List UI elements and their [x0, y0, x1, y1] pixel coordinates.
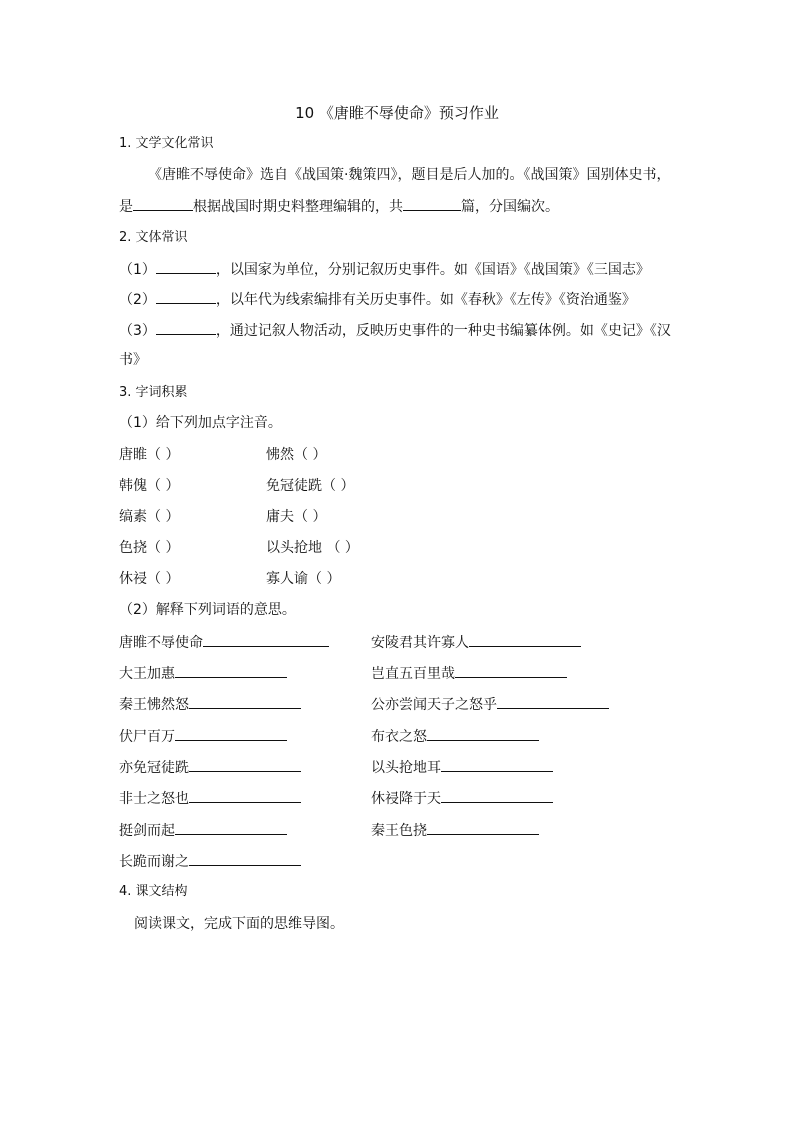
fill-blank[interactable] [175, 663, 287, 678]
definition-item [119, 694, 301, 715]
pinyin-item[interactable]: 以头抢地 （ ） [266, 540, 359, 556]
definition-item [119, 632, 329, 653]
fill-blank[interactable] [156, 259, 216, 274]
genre-item-1 [119, 259, 650, 280]
fill-blank[interactable] [189, 851, 301, 866]
pinyin-item[interactable]: 免冠徒跣（ ） [266, 478, 355, 494]
fill-blank[interactable] [455, 663, 567, 678]
item-text: ，以国家为单位，分别记叙历史事件。如《国语》《战国策》《三国志》 [215, 262, 650, 278]
term: 伏尸百万 [119, 729, 175, 745]
term: 布衣之怒 [371, 729, 427, 745]
term: 秦王怫然怒 [119, 697, 189, 713]
text-segment: 篇，分国编次。 [461, 199, 559, 215]
term: 秦王色挠 [371, 823, 427, 839]
fill-blank[interactable] [175, 820, 287, 835]
pinyin-item[interactable]: 庸夫（ ） [266, 509, 327, 525]
fill-blank[interactable] [203, 632, 329, 647]
fill-blank[interactable] [189, 788, 301, 803]
definition-item [119, 788, 301, 809]
page-title: 10 《唐睢不辱使命》预习作业 [295, 104, 499, 122]
fill-blank[interactable] [156, 320, 216, 335]
section-1-paragraph-line-2 [119, 196, 559, 217]
item-text: ，通过记叙人物活动，反映历史事件的一种史书编纂体例。如《史记》《汉 [215, 323, 671, 339]
genre-item-3 [119, 320, 671, 341]
section-3-heading: 3. 字词积累 [119, 385, 188, 400]
section-1-paragraph-line-1: 《唐睢不辱使命》选自《战国策·魏策四》，题目是后人加的。《战国策》国别体史书， [148, 167, 671, 183]
term: 唐睢不辱使命 [119, 635, 203, 651]
fill-blank[interactable] [403, 196, 461, 211]
pinyin-item[interactable]: 怫然（ ） [266, 447, 327, 463]
section-4-heading: 4. 课文结构 [119, 884, 188, 899]
fill-blank[interactable] [427, 726, 539, 741]
term: 非士之怒也 [119, 791, 189, 807]
definition-item [371, 820, 539, 841]
definition-item [371, 694, 609, 715]
pinyin-item[interactable]: 休祲（ ） [119, 571, 180, 587]
fill-blank[interactable] [189, 694, 301, 709]
fill-blank[interactable] [156, 289, 216, 304]
subquestion-pinyin: （1）给下列加点字注音。 [119, 415, 282, 431]
fill-blank[interactable] [189, 757, 301, 772]
definition-item [371, 726, 539, 747]
pinyin-item[interactable]: 寡人谕（ ） [266, 571, 341, 587]
fill-blank[interactable] [497, 694, 609, 709]
definition-item [119, 820, 287, 841]
definition-item [371, 632, 581, 653]
pinyin-item[interactable]: 缟素（ ） [119, 509, 180, 525]
fill-blank[interactable] [175, 726, 287, 741]
fill-blank[interactable] [441, 788, 553, 803]
section-4-instruction: 阅读课文，完成下面的思维导图。 [134, 916, 344, 932]
subquestion-definitions: （2）解释下列词语的意思。 [119, 602, 296, 618]
definition-item [371, 663, 567, 684]
term: 大王加惠 [119, 666, 175, 682]
section-2-heading: 2. 文体常识 [119, 230, 188, 245]
pinyin-item[interactable]: 韩傀（ ） [119, 478, 180, 494]
fill-blank[interactable] [133, 196, 193, 211]
definition-item [371, 757, 553, 778]
definition-item [119, 851, 301, 872]
term: 挺剑而起 [119, 823, 175, 839]
section-1-heading: 1. 文学文化常识 [119, 136, 214, 151]
text-segment: 是 [119, 199, 133, 215]
definition-item [119, 757, 301, 778]
genre-item-2 [119, 289, 636, 310]
pinyin-item[interactable]: 唐睢（ ） [119, 447, 180, 463]
term: 安陵君其许寡人 [371, 635, 469, 651]
item-number: （2） [119, 292, 156, 308]
definition-item [371, 788, 553, 809]
term: 休祲降于天 [371, 791, 441, 807]
term: 长跪而谢之 [119, 854, 189, 870]
fill-blank[interactable] [441, 757, 553, 772]
text-segment: 根据战国时期史料整理编辑的，共 [193, 199, 403, 215]
fill-blank[interactable] [427, 820, 539, 835]
definition-item [119, 663, 287, 684]
term: 以头抢地耳 [371, 760, 441, 776]
term: 岂直五百里哉 [371, 666, 455, 682]
item-text: ，以年代为线索编排有关历史事件。如《春秋》《左传》《资治通鉴》 [215, 292, 636, 308]
item-number: （3） [119, 323, 156, 339]
genre-item-3-continued: 书》 [119, 352, 147, 368]
term: 公亦尝闻天子之怒乎 [371, 697, 497, 713]
fill-blank[interactable] [469, 632, 581, 647]
pinyin-item[interactable]: 色挠（ ） [119, 540, 180, 556]
definition-item [119, 726, 287, 747]
item-number: （1） [119, 262, 156, 278]
term: 亦免冠徒跣 [119, 760, 189, 776]
